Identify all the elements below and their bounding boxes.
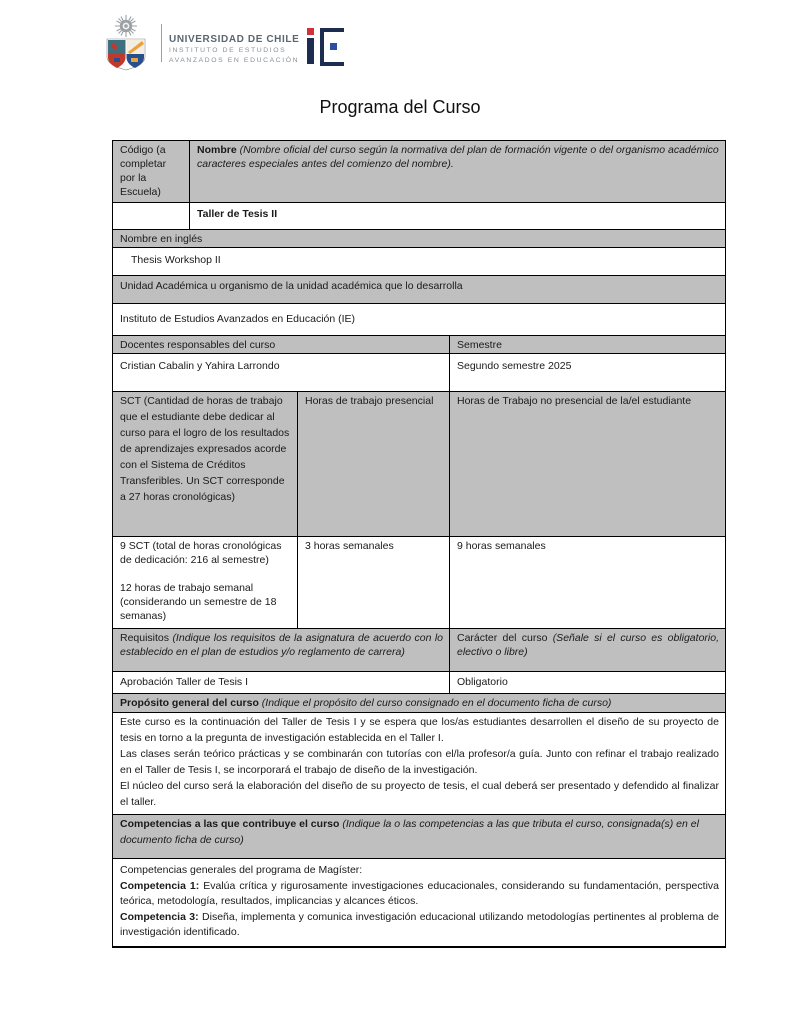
- row-proposito-body: [113, 713, 725, 815]
- row-unidad-header: [113, 276, 725, 304]
- row-docentes-value: [113, 354, 725, 392]
- competencia-3-text: Diseña, implementa y comunica investigación educacional utilizando metodologías pertinentes al problema de investigación identificado.: [120, 910, 719, 939]
- logo-divider: [161, 24, 162, 62]
- row-nombre-ingles-header: [113, 230, 725, 248]
- page-title: Programa del Curso: [319, 97, 481, 117]
- proposito-body-cell: [113, 713, 725, 814]
- caracter-note: (Señale si el curso es obligatorio, electivo o libre): [457, 632, 719, 659]
- header-logo: [100, 12, 349, 73]
- nombre-note-line1: (Nombre oficial del curso según la normativa del plan de formación vigente o del organismo académico: [239, 144, 719, 156]
- requisitos-note: (Indique los requisitos de la asignatura de acuerdo con lo establecido en el plan de estudios y/o reglamento de carrera): [120, 632, 443, 659]
- caracter-label: Carácter del curso: [457, 632, 553, 644]
- ie-logo-icon: [305, 12, 349, 73]
- competencia-1-text: Evalúa crítica y rigurosamente investigaciones educacionales, considerando su fundamentación, perspectiva teórica, metodología, resultados, implicancias y alcances éticos.: [120, 879, 719, 908]
- sct-value-line2: 12 horas de trabajo semanal (considerando un semestre de 18 semanas): [120, 582, 277, 623]
- sct-value-cell: [113, 537, 297, 628]
- requisitos-header-cell: [113, 629, 449, 671]
- institute-line2: AVANZADOS EN EDUCACIÓN: [169, 56, 300, 64]
- row-competencias-header: [113, 815, 725, 859]
- proposito-header-cell: [113, 694, 725, 712]
- course-name-cell: Taller de Tesis II: [189, 203, 725, 229]
- competencia-1: [120, 879, 719, 910]
- proposito-note: (Indique el propósito del curso consignado en el documento ficha de curso): [261, 697, 612, 709]
- proposito-paragraph-1: Este curso es la continuación del Taller de Tesis I y se espera que los/as estudiantes desarrollen el diseño de su proyecto de tesis en torno a la pregunta de investigación establecida en el Taller I.: [120, 716, 719, 744]
- semestre-header-cell: Semestre: [449, 336, 725, 353]
- row-requisitos-value: [113, 672, 725, 694]
- codigo-value-cell: [113, 203, 189, 229]
- row-docentes-header: [113, 336, 725, 354]
- nombre-header-cell: [189, 141, 725, 202]
- sct-value-line1: 9 SCT (total de horas cronológicas de dedicación: 216 al semestre): [120, 540, 282, 567]
- horas-presencial-value-cell: 3 horas semanales: [297, 537, 449, 628]
- row-sct-header: [113, 392, 725, 537]
- course-program-table: [112, 140, 726, 948]
- nombre-note-line2: caracteres especiales antes del comienzo del nombre).: [197, 158, 454, 171]
- competencia-3: [120, 910, 719, 941]
- competencias-label: Competencias a las que contribuye el curso: [120, 818, 343, 830]
- unidad-header-cell: Unidad Académica u organismo de la unidad académica que lo desarrolla: [113, 276, 725, 303]
- unidad-value-cell: Instituto de Estudios Avanzados en Educación (IE): [120, 313, 356, 325]
- competencias-intro: Competencias generales del programa de Magíster:: [120, 864, 363, 876]
- competencias-header-cell: [113, 815, 725, 858]
- competencia-3-label: Competencia 3:: [120, 910, 199, 923]
- horas-presencial-header-cell: Horas de trabajo presencial: [297, 392, 449, 536]
- requisitos-value-cell: Aprobación Taller de Tesis I: [120, 676, 249, 688]
- logo-text-block: [169, 20, 299, 65]
- nombre-label: Nombre: [197, 144, 240, 156]
- institute-line1: INSTITUTO DE ESTUDIOS: [169, 47, 287, 54]
- row-codigo-nombre: [113, 141, 725, 203]
- competencias-body-cell: [113, 859, 725, 946]
- horas-no-presencial-value-cell: 9 horas semanales: [449, 537, 725, 628]
- docentes-header-cell: Docentes responsables del curso: [113, 336, 449, 353]
- row-requisitos-header: [113, 629, 725, 672]
- proposito-label: Propósito general del curso: [120, 697, 262, 709]
- row-unidad-value: [113, 304, 725, 336]
- caracter-header-cell: [449, 629, 725, 671]
- competencias-note: (Indique la o las competencias a las que tributa el curso, consignada(s) en el documento ficha de curso): [120, 818, 699, 846]
- proposito-paragraph-3: El núcleo del curso será la elaboración del diseño de su proyecto de tesis, el cual deberá ser presentado y defendido al finalizar el taller.: [120, 779, 719, 808]
- horas-no-presencial-header-cell: Horas de Trabajo no presencial de la/el estudiante: [449, 392, 725, 536]
- codigo-header-cell: Código (a completar por la Escuela): [113, 141, 189, 202]
- nombre-ingles-value-cell: Thesis Workshop II: [131, 254, 221, 266]
- semestre-value-cell: Segundo semestre 2025: [449, 354, 725, 391]
- requisitos-label: Requisitos: [120, 632, 173, 644]
- row-course-name: [113, 203, 725, 230]
- caracter-value-cell: Obligatorio: [449, 672, 725, 693]
- sct-header-cell: SCT (Cantidad de horas de trabajo que el estudiante debe dedicar al curso para el logro de los resultados de aprendizajes expresados acorde con el Sistema de Créditos Transferibles. Un SCT corresponde a 27 horas cronológicas): [113, 392, 297, 536]
- universidad-de-chile-shield-icon: [100, 15, 152, 71]
- competencia-1-label: Competencia 1:: [120, 879, 200, 892]
- row-sct-value: [113, 537, 725, 629]
- row-proposito-header: [113, 694, 725, 713]
- proposito-paragraph-2: Las clases serán teórico prácticas y se combinarán con tutorías con el/la profesor/a guía. Junto con refinar el trabajo realizado en el Taller de Tesis I, se incorporará el trabajo de diseño de la investigación.: [120, 747, 719, 776]
- row-competencias-body: [113, 859, 725, 946]
- university-name: UNIVERSIDAD DE CHILE: [169, 34, 300, 45]
- docentes-value-cell: Cristian Cabalin y Yahira Larrondo: [120, 360, 280, 372]
- sct-value-gap: [120, 567, 291, 581]
- nombre-ingles-header-cell: Nombre en inglés: [113, 230, 725, 247]
- row-nombre-ingles-value: [113, 248, 725, 276]
